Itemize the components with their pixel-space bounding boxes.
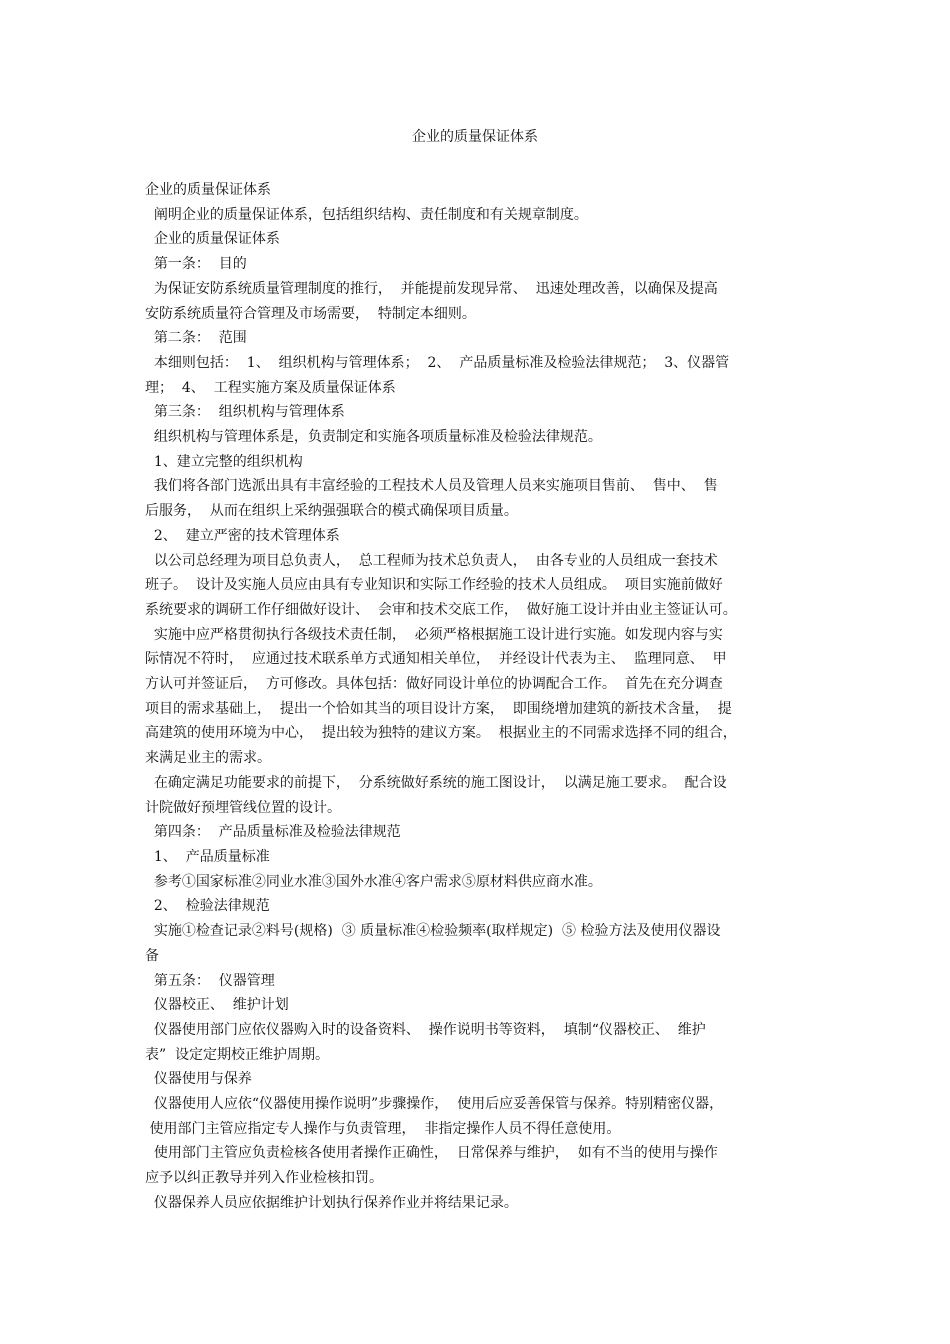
text-line: 备	[145, 947, 159, 964]
text-line: 为保证安防系统质量管理制度的推行， 并能提前发现异常、 迅速处理改善，以确保及提高	[145, 280, 718, 297]
text-line: 2、 建立严密的技术管理体系	[145, 527, 340, 544]
text-line: 实施①检查记录②料号(规格) ③ 质量标准④检验频率(取样规定) ⑤ 检验方法及使用仪器设	[145, 923, 721, 940]
text-line: 仪器使用与保养	[145, 1071, 252, 1088]
text-line: 在确定满足功能要求的前提下， 分系统做好系统的施工图设计， 以满足施工要求。 配合设	[145, 774, 727, 791]
text-line: 安防系统质量符合管理及市场需要， 特制定本细则。	[145, 305, 476, 322]
text-line: 1、建立完整的组织机构	[145, 453, 303, 470]
text-line: 第一条： 目的	[145, 256, 247, 273]
text-line: 系统要求的调研工作仔细做好设计、 会审和技术交底工作， 做好施工设计并由业主签证认可。	[145, 601, 737, 618]
text-line: 以公司总经理为项目总负责人， 总工程师为技术总负责人， 由各专业的人员组成一套技术	[145, 552, 718, 569]
text-line: 计院做好预埋管线位置的设计。	[145, 799, 341, 816]
text-line: 应予以纠正教导并列入作业检核扣罚。	[145, 1170, 383, 1187]
text-line: 我们将各部门选派出具有丰富经验的工程技术人员及管理人员来实施项目售前、 售中、 售	[145, 478, 718, 495]
text-line: 阐明企业的质量保证体系，包括组织结构、责任制度和有关规章制度。	[145, 206, 588, 223]
text-line: 企业的质量保证体系	[145, 231, 280, 248]
text-line: 仪器使用部门应依仪器购入时的设备资料、 操作说明书等资料， 填制“仪器校正、 维护	[145, 1021, 706, 1038]
text-line: 实施中应严格贯彻执行各级技术责任制， 必须严格根据施工设计进行实施。如发现内容与实	[145, 626, 723, 643]
text-line: 参考①国家标准②同业水准③国外水准④客户需求⑤原材料供应商水准。	[145, 873, 602, 890]
page-title: 企业的质量保证体系	[412, 129, 538, 145]
text-line: 本细则包括： 1、 组织机构与管理体系； 2、 产品质量标准及检验法律规范； 3、仪器管	[145, 354, 730, 371]
text-line: 高建筑的使用环境为中心， 提出较为独特的建议方案。 根据业主的不同需求选择不同的组合，	[145, 725, 737, 742]
text-line: 际情况不符时， 应通过技术联系单方式通知相关单位， 并经设计代表为主、 监理同意、 甲	[145, 651, 727, 668]
text-line: 项目的需求基础上， 提出一个恰如其当的项目设计方案， 即围绕增加建筑的新技术含量， 提	[145, 700, 732, 717]
text-line: 1、 产品质量标准	[145, 848, 270, 865]
text-line: 仪器校正、 维护计划	[145, 997, 289, 1014]
text-line: 第五条： 仪器管理	[145, 972, 275, 989]
text-line: 后服务， 从而在组织上采纳强强联合的模式确保项目质量。	[145, 503, 518, 520]
text-line: 仪器使用人应依“仪器使用操作说明”步骤操作， 使用后应妥善保管与保养。特别精密仪器，	[145, 1096, 724, 1113]
text-line: 组织机构与管理体系是，负责制定和实施各项质量标准及检验法律规范。	[145, 429, 602, 446]
text-line: 第四条： 产品质量标准及检验法律规范	[145, 824, 401, 841]
text-line: 来满足业主的需求。	[145, 750, 271, 767]
text-line: 第三条： 组织机构与管理体系	[145, 404, 345, 421]
text-line: 理； 4、 工程实施方案及质量保证体系	[145, 379, 396, 396]
text-line: 企业的质量保证体系	[145, 182, 271, 198]
text-line: 方认可并签证后， 方可修改。具体包括：做好同设计单位的协调配合工作。 首先在充分调查	[145, 676, 723, 693]
text-line: 使用部门主管应负责检核各使用者操作正确性， 日常保养与维护， 如有不当的使用与操作	[145, 1145, 718, 1162]
text-line: 2、 检验法律规范	[145, 898, 270, 915]
text-line: 班子。 设计及实施人员应由具有专业知识和实际工作经验的技术人员组成。 项目实施前做好	[145, 577, 723, 594]
text-line: 仪器保养人员应依据维护计划执行保养作业并将结果记录。	[145, 1194, 518, 1211]
text-line: 表” 设定定期校正维护周期。	[145, 1046, 330, 1063]
text-line: 使用部门主管应指定专人操作与负责管理， 非指定操作人员不得任意使用。	[145, 1120, 621, 1137]
document-body	[145, 178, 811, 1216]
text-line: 第二条： 范围	[145, 330, 247, 347]
